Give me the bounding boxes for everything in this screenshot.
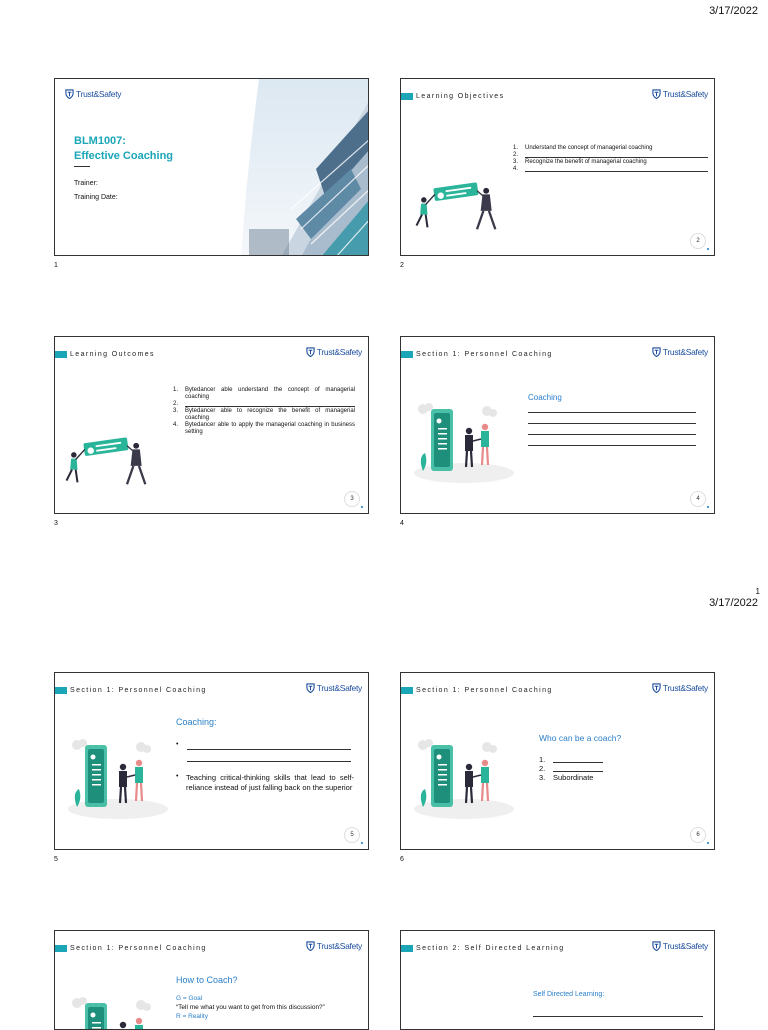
fill-blank-line xyxy=(528,445,696,446)
fill-blank-line xyxy=(528,423,696,424)
slide-number-4: 4 xyxy=(400,520,404,527)
slide-number-2: 2 xyxy=(400,262,404,269)
page-dot xyxy=(707,506,709,508)
fill-blank-line xyxy=(553,764,603,772)
shield-icon xyxy=(306,347,315,357)
header-accent-bar xyxy=(401,687,413,694)
list-item xyxy=(173,401,355,408)
item-number: 1. xyxy=(173,387,179,393)
page-indicator: 2 xyxy=(690,233,706,249)
list-item xyxy=(513,166,708,173)
list-item xyxy=(513,145,708,152)
brand-logo xyxy=(652,89,708,99)
header-text: Section 1: Personnel Coaching xyxy=(70,945,207,952)
list-item xyxy=(173,408,355,422)
list-item xyxy=(539,755,619,764)
brand-name: Trust&Safety xyxy=(316,941,362,951)
brand-logo xyxy=(652,347,708,357)
item-text: Understand the concept of managerial coaching xyxy=(525,145,653,151)
item-text: Bytedancer able understand the concept of managerial coaching xyxy=(185,387,355,400)
coaching-illustration xyxy=(409,395,519,485)
header-text: Section 1: Personnel Coaching xyxy=(70,687,207,694)
page-dot xyxy=(361,842,363,844)
brand-name: Trust&Safety xyxy=(316,347,362,357)
page-dot xyxy=(361,506,363,508)
header-text: Learning Objectives xyxy=(416,93,505,100)
slide-title: Who can be a coach? xyxy=(539,733,622,743)
bullet-icon: • xyxy=(176,773,179,780)
objectives-list xyxy=(513,145,708,173)
page-dot xyxy=(707,248,709,250)
item-number: 1. xyxy=(539,755,546,764)
list-item xyxy=(173,422,355,436)
header-text: Section 1: Personnel Coaching xyxy=(416,351,553,358)
slide-5 xyxy=(54,672,369,850)
bullet-text: Teaching critical-thinking skills that lead to self-reliance instead of just falling back on the superior xyxy=(186,773,354,792)
brand-name: Trust&Safety xyxy=(76,89,122,99)
item-number: 3. xyxy=(539,773,546,782)
fill-blank-line xyxy=(525,166,708,172)
shield-icon xyxy=(306,941,315,951)
header-text: Section 2: Self Directed Learning xyxy=(416,945,565,952)
brand-name: Trust&Safety xyxy=(316,683,362,693)
page-indicator: 6 xyxy=(690,827,706,843)
item-number: 4. xyxy=(513,166,519,172)
item-text: Bytedancer able to apply the managerial coaching in business setting xyxy=(185,422,355,435)
brand-name: Trust&Safety xyxy=(662,347,708,357)
item-number: 2. xyxy=(513,152,519,158)
item-number: 2. xyxy=(539,764,546,773)
item-number: 2. xyxy=(173,401,179,407)
shield-icon xyxy=(652,683,661,693)
brand-logo xyxy=(652,683,708,693)
slide-header xyxy=(55,351,155,358)
item-number: 1. xyxy=(513,145,519,151)
grow-goal-question: “Tell me what you want to get from this discussion?” xyxy=(176,1004,325,1011)
outcomes-list xyxy=(173,387,355,436)
item-text: Bytedancer able to recognize the benefit of managerial coaching xyxy=(185,408,355,421)
brand-logo xyxy=(652,941,708,951)
page-indicator: 4 xyxy=(690,491,706,507)
slide-header xyxy=(55,687,207,694)
page-date: 3/17/2022 xyxy=(709,597,758,609)
slide-number-5: 5 xyxy=(54,856,58,863)
slide-6 xyxy=(400,672,715,850)
brand-logo xyxy=(306,941,362,951)
building-photo xyxy=(241,79,369,256)
grow-goal: G = Goal xyxy=(176,995,203,1002)
fill-blank-line xyxy=(185,401,355,407)
header-accent-bar xyxy=(55,945,67,952)
banner-people-illustration xyxy=(411,174,521,246)
fill-blank-line xyxy=(533,1016,703,1017)
page-date: 3/17/2022 xyxy=(709,5,758,17)
slide-number-1: 1 xyxy=(54,262,58,269)
header-accent-bar xyxy=(401,93,413,100)
slide-number-3: 3 xyxy=(54,520,58,527)
slide-title: Coaching xyxy=(528,393,562,402)
fill-blank-line xyxy=(528,434,696,435)
slide-4 xyxy=(400,336,715,514)
fill-blank-line xyxy=(525,152,708,158)
brand-logo xyxy=(65,89,121,99)
slide-number-6: 6 xyxy=(400,856,404,863)
shield-icon xyxy=(306,683,315,693)
header-accent-bar xyxy=(55,351,67,358)
page-dot xyxy=(707,842,709,844)
fill-blank-line xyxy=(528,412,696,413)
header-accent-bar xyxy=(55,687,67,694)
item-number: 3. xyxy=(513,159,519,165)
training-date-label: Training Date: xyxy=(74,194,118,201)
coaching-illustration xyxy=(63,731,173,821)
page-indicator: 5 xyxy=(344,827,360,843)
fill-blank-line xyxy=(187,761,351,762)
brand-name: Trust&Safety xyxy=(662,941,708,951)
shield-icon xyxy=(652,941,661,951)
coach-list xyxy=(539,755,619,782)
slide-header xyxy=(55,945,207,952)
course-title: Effective Coaching xyxy=(74,150,174,162)
title-divider xyxy=(74,166,90,167)
item-text: Subordinate xyxy=(553,773,594,782)
course-code: BLM1007: xyxy=(74,135,126,147)
slide-header xyxy=(401,93,504,100)
shield-icon xyxy=(652,347,661,357)
slide-8 xyxy=(400,930,715,1030)
list-item xyxy=(539,773,619,782)
bullet-icon: • xyxy=(176,741,179,748)
item-number: 3. xyxy=(173,408,179,414)
fill-blank-line xyxy=(187,749,351,750)
brand-name: Trust&Safety xyxy=(662,89,708,99)
slide-2 xyxy=(400,78,715,256)
page-number: 1 xyxy=(755,587,760,596)
trainer-label: Trainer: xyxy=(74,180,98,187)
slide-title: Self Directed Learning: xyxy=(533,991,605,998)
slide-title: Coaching: xyxy=(176,717,217,727)
item-number: 4. xyxy=(173,422,179,428)
slide-header xyxy=(401,687,553,694)
slide-title: How to Coach? xyxy=(176,975,238,985)
item-text: Recognize the benefit of managerial coaching xyxy=(525,159,647,165)
list-item xyxy=(513,152,708,159)
brand-name: Trust&Safety xyxy=(662,683,708,693)
header-text: Section 1: Personnel Coaching xyxy=(416,687,553,694)
grow-reality: R = Reality xyxy=(176,1013,208,1020)
brand-logo xyxy=(306,683,362,693)
list-item xyxy=(513,159,708,166)
shield-icon xyxy=(652,89,661,99)
banner-people-illustration xyxy=(61,429,171,501)
slide-3 xyxy=(54,336,369,514)
page-indicator: 3 xyxy=(344,491,360,507)
fill-blank-line xyxy=(553,755,603,763)
shield-icon xyxy=(65,89,74,99)
slide-header xyxy=(401,945,565,952)
slide-7 xyxy=(54,930,369,1030)
list-item xyxy=(539,764,619,773)
coaching-illustration xyxy=(409,731,519,821)
slide-header xyxy=(401,351,553,358)
slide-1 xyxy=(54,78,369,256)
header-accent-bar xyxy=(401,945,413,952)
list-item xyxy=(173,387,355,401)
header-accent-bar xyxy=(401,351,413,358)
header-text: Learning Outcomes xyxy=(70,351,155,358)
brand-logo xyxy=(306,347,362,357)
